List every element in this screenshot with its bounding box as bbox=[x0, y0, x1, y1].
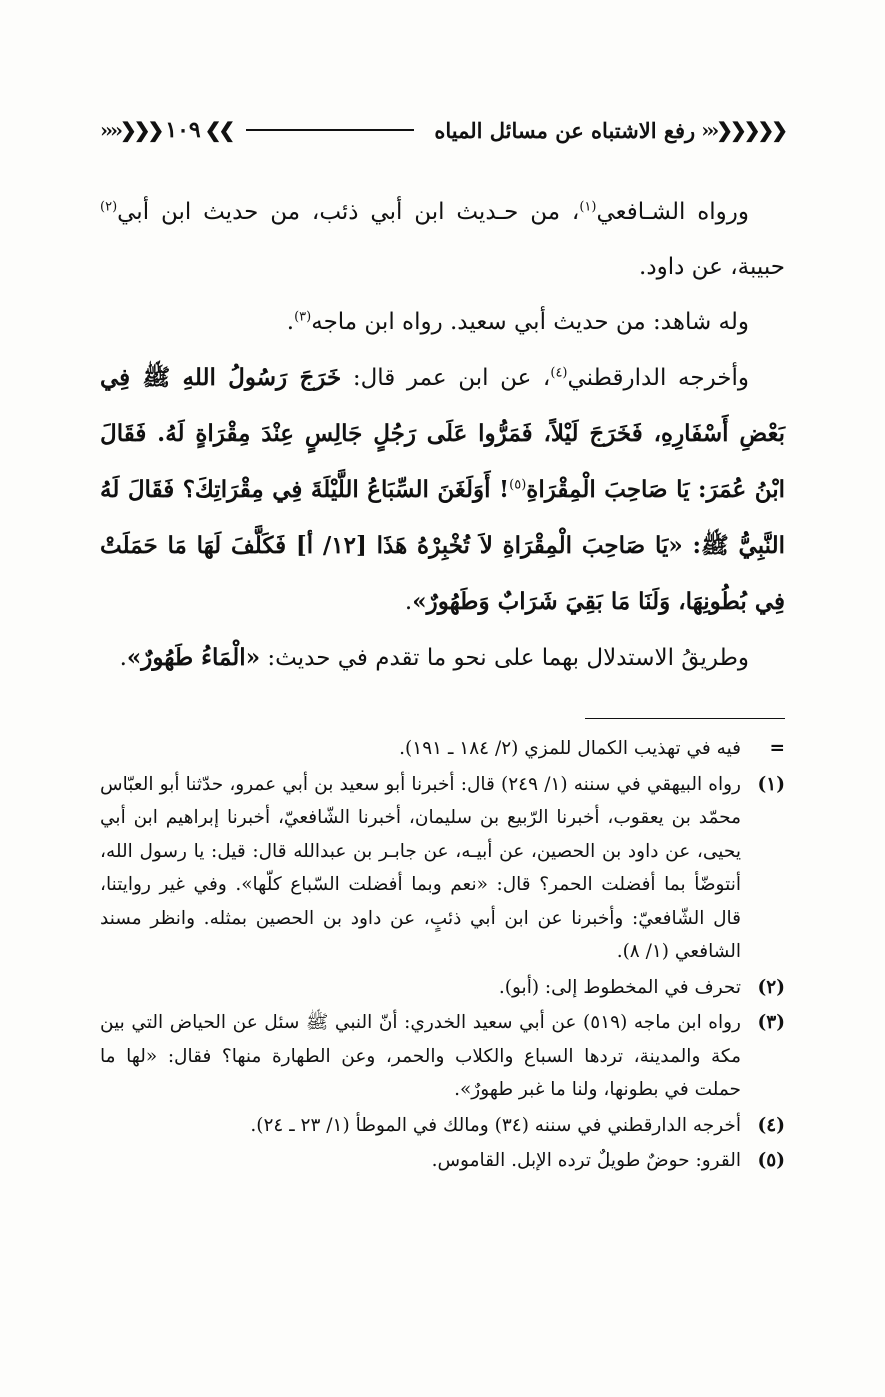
footnote-ref[interactable]: (٥) bbox=[509, 477, 527, 493]
header-ornament-left: ❮❮❮‹‹‹‹ bbox=[100, 118, 162, 142]
footnote-mark: (٣) bbox=[757, 1012, 785, 1033]
text-segment: ، من حـديث ابن أبي ذئب، من حديث ابن أبي bbox=[117, 199, 580, 225]
main-text bbox=[100, 185, 785, 686]
footnote bbox=[100, 732, 785, 766]
footnote bbox=[100, 768, 785, 969]
header-rule bbox=[246, 129, 414, 131]
hadith-quote: خَرَجَ رَسُولُ اللهِ ﷺ فِي بَعْضِ أَسْفَارِهِ، فَخَرَجَ لَيْلاً، فَمَرُّوا عَلَى رَجُلٍ جَالِسٍ عِنْدَ مِقْرَاةٍ لَهُ. فَقَالَ ابْنُ عُمَرَ: يَا صَاحِبَ الْمِقْرَاةِ bbox=[100, 364, 785, 503]
hadith-quote: «الْمَاءُ طَهُورٌ» bbox=[126, 644, 261, 671]
paragraph-3 bbox=[100, 350, 785, 630]
hadith-quote: «يَا صَاحِبَ الْمِقْرَاةِ لاَ تُخْبِرْهُ هَذَا [١٢/ أ] فَكَلَّفَ لَهَا مَا حَمَلَتْ فِي بُطُونِهَا، وَلَنَا مَا بَقِيَ شَرَابٌ وَطَهُورٌ» bbox=[100, 532, 785, 615]
paragraph-1 bbox=[100, 185, 785, 295]
footnote-text: فيه في تهذيب الكمال للمزي (٢/ ١٨٤ ـ ١٩١). bbox=[399, 738, 741, 759]
footnote bbox=[100, 1006, 785, 1107]
footnote-text: القرو: حوضٌ طويلٌ ترده الإبل. القاموس. bbox=[431, 1150, 741, 1171]
footnote-ref[interactable]: (٤) bbox=[550, 365, 568, 381]
footnote-mark: (٤) bbox=[757, 1114, 785, 1136]
footnote-mark: (٢) bbox=[757, 976, 785, 998]
header-ornament-mid: ❯❯ bbox=[204, 118, 233, 142]
footnote bbox=[100, 1109, 785, 1143]
paragraph-4 bbox=[100, 630, 785, 686]
page-number: ١٠٩ bbox=[165, 117, 201, 143]
footnote-divider bbox=[585, 718, 785, 719]
text-segment: ورواه الشـافعي bbox=[596, 199, 749, 225]
text-segment: حبيبة، عن داود. bbox=[639, 254, 785, 280]
header-ornament-right: ❮❮❮❮❮‹‹‹ bbox=[701, 118, 785, 142]
hadith-quote: ! أَوَلَغَنَ السِّبَاعُ اللَّيْلَةَ فِي مِقْرَاتِكَ؟ فَقَالَ لَهُ النَّبِيُّ ﷺ: bbox=[100, 476, 785, 559]
footnote-mark: (١) bbox=[757, 773, 785, 795]
text-segment: ، عن ابن عمر قال: bbox=[341, 365, 551, 391]
paragraph-2 bbox=[100, 295, 785, 350]
text-segment: وأخرجه الدارقطني bbox=[567, 365, 749, 391]
text-segment: وطريقُ الاستدلال بهما على نحو ما تقدم في حديث: bbox=[260, 645, 749, 671]
footnote-text: تحرف في المخطوط إلى: (أبو). bbox=[498, 976, 741, 998]
text-segment: وله شاهد: من حديث أبي سعيد. رواه ابن ماجه bbox=[311, 309, 749, 335]
text-segment: . bbox=[286, 309, 295, 335]
text-segment: . bbox=[119, 645, 127, 671]
footnote-ref[interactable]: (٣) bbox=[294, 309, 312, 325]
text-segment: . bbox=[404, 589, 413, 615]
footnote-ref[interactable]: (٢) bbox=[100, 199, 118, 215]
footnote-text: أخرجه الدارقطني في سننه (٣٤) ومالك في الموطأ (١/ ٢٣ ـ ٢٤). bbox=[250, 1114, 741, 1136]
footnote-ref[interactable]: (١) bbox=[579, 199, 597, 215]
running-header bbox=[100, 112, 785, 148]
footnote-mark: = bbox=[769, 738, 785, 759]
footnote bbox=[100, 1144, 785, 1178]
footnote-mark: (٥) bbox=[757, 1150, 785, 1171]
footnote bbox=[100, 971, 785, 1005]
footnote-text: رواه البيهقي في سننه (١/ ٢٤٩) قال: أخبرنا أبو سعيد بن أبي عمرو، حدّثنا أبو العبّاس محمّد بن يعقوب، أخبرنا الرّبيع بن سليمان، أخبرنا الشّافعيّ، أخبرنا إبراهيم ابن أبي يحيى، عن داود بن الحصين، عن أبيـه، عن جابـر بن عبدالله قال: قيل: يا رسول الله، أنتوضّأ بما أفضلت الحمر؟ قال: «نعم وبما أفضلت السّباع كلّها». وفي غير روايتنا، قال الشّافعيّ: وأخبرنا عن ابن أبي ذئبٍ، عن داود بن الحصين بمثله. وانظر مسند الشافعي (١/ ٨). bbox=[100, 773, 741, 962]
header-title: رفع الاشتباه عن مسائل المياه bbox=[434, 117, 696, 143]
footnotes bbox=[100, 732, 785, 1180]
footnote-text: رواه ابن ماجه (٥١٩) عن أبي سعيد الخدري: أنّ النبي ﷺ سئل عن الحياض التي بين مكة والمدينة، تردها السباع والكلاب والحمر، وعن الطهارة منها؟ فقال: «لها ما حملت في بطونها، ولنا ما غبر طهورٌ». bbox=[100, 1012, 741, 1100]
